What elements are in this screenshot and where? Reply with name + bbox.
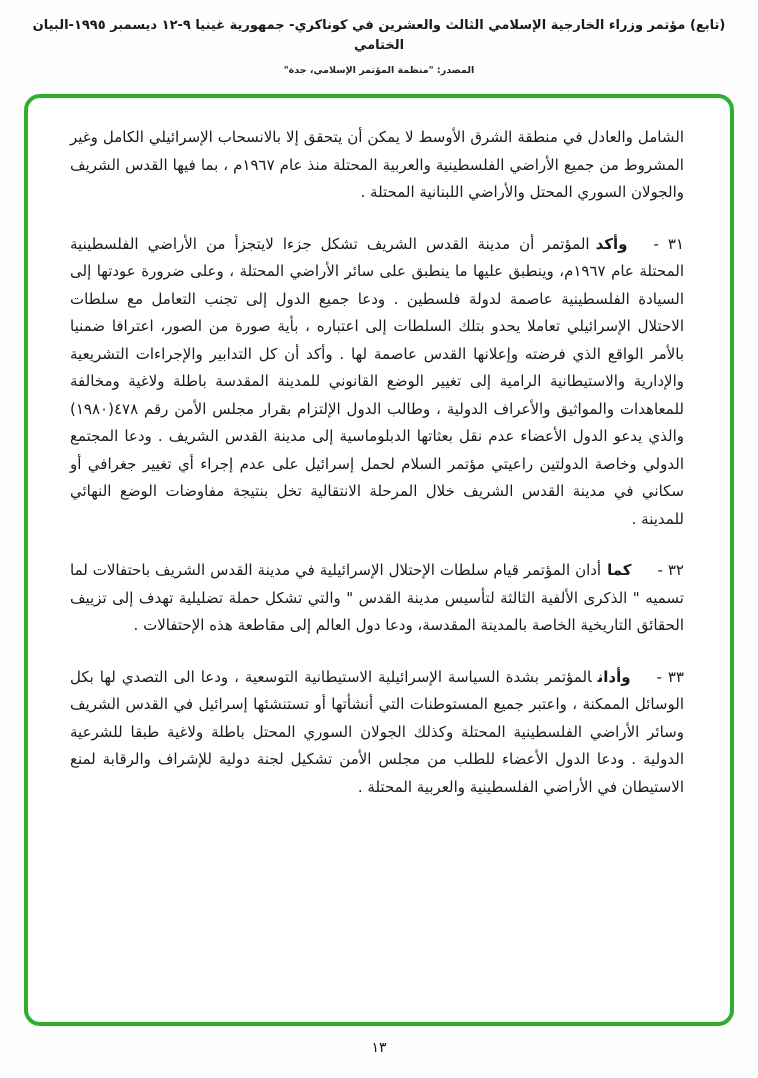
paragraph-continuation [70,124,684,207]
document-source: المصدر: "منظمة المؤتمر الإسلامي، جدة" [283,65,475,76]
document-footer [0,1040,758,1056]
paragraph-text: الشامل والعادل في منطقة الشرق الأوسط لا يمكن أن يتحقق إلا بالانسحاب الإسرائيلي الكامل وغير المشروط من جميع الأراضي الفلسطينية والعربية المحتلة منذ عام ١٩٦٧م ، بما فيها القدس الشريف والجولان السوري المحتل والأراضي اللبنانية المحتلة . [70,128,684,201]
text-frame [24,94,734,1026]
paragraph-number: ٣٣ - [656,667,684,686]
paragraph-lead: وأكد [595,234,628,253]
paragraph-number: ٣٢ - [657,561,684,579]
paragraph-lead: كما [607,561,632,579]
paragraph-text: المؤتمر أن مدينة القدس الشريف تشكل جزءا لايتجزأ من الأراضي الفلسطينية المحتلة عام ١٩٦٧م، وينطبق عليها ما ينطبق على سائر الأراضي المحتلة ، وعلى ضرورة عودتها إلى السيادة الفلسطينية عاصمة لدولة فلسطين . ودعا جميع الدول إلى تجنب التعامل مع سلطات الاحتلال الإسرائيلي تعاملا يحدو بتلك السلطات إلى اعتباره ، بأية صورة من الصور، اعترافا ضمنيا بالأمر الواقع الذي فرضته وإعلانها القدس عاصمة لها . وأكد أن كل التدابير والإجراءات التشريعية والإدارية والاستيطانية الرامية إلى تغيير الوضع القانوني للمدينة المقدسة باطلة ولاغية ومخالفة للمعاهدات والمواثيق والأعراف الدولية ، وطالب الدول الإلتزام بقرار مجلس الأمن رقم ٤٧٨(١٩٨٠) والذي يدعو الدول الأعضاء عدم نقل بعثاتها الدبلوماسية إلى مدينة القدس الشريف . ودعا المجتمع الدولي وخاصة الدولتين راعيتي مؤتمر السلام لحمل إسرائيل على عدم إجراء أي تغيير جغرافي أو سكاني في مدينة القدس الشريف خلال المرحلة الانتقالية تخل بنتيجة مفاوضات الوضع النهائي للمدينة . [70,234,684,528]
paragraph-text: المؤتمر بشدة السياسة الإسرائيلية الاستيطانية التوسعية ، ودعا الى التصدي لها بكل الوسائل الممكنة ، واعتبر جميع المستوطنات التي أنشأتها أو تستنشئها إسرائيل في القدس الشريف وسائر الأراضي الفلسطينية المحتلة وكذلك الجولان السوري المحتل باطلة ولاغية طبقا للشرعية الدولية . ودعا الدول الأعضاء للطلب من مجلس الأمن تشكيل لجنة دولية للإشراف والرقابة لمنع الاستيطان في الأراضي الفلسطينية والعربية المحتلة . [70,667,684,796]
paragraph-text: أدان المؤتمر قيام سلطات الإحتلال الإسرائيلية في مدينة القدس الشريف باحتفالات لما تسميه " الذكرى الألفية الثالثة لتأسيس مدينة القدس " والتي تشكل حملة تضليلية تهدف إلى تزييف الحقائق التاريخية الخاصة بالمدينة المقدسة، ودعا دول العالم إلى مقاطعة هذه الإحتفالات . [70,561,684,634]
paragraph-31 [70,231,684,534]
page-number: ١٣ [371,1040,387,1056]
paragraph-33 [70,664,684,802]
paragraph-32 [70,557,684,640]
document-header [0,0,758,76]
paragraph-number: ٣١ - [653,234,684,253]
document-title: (تابع) مؤتمر وزراء الخارجية الإسلامي الثالث والعشرين في كوناكري- جمهورية غينيا ٩-١٢ ديسمبر ١٩٩٥-البيان الختامي [32,18,726,53]
paragraph-lead: وأدان [597,667,631,686]
